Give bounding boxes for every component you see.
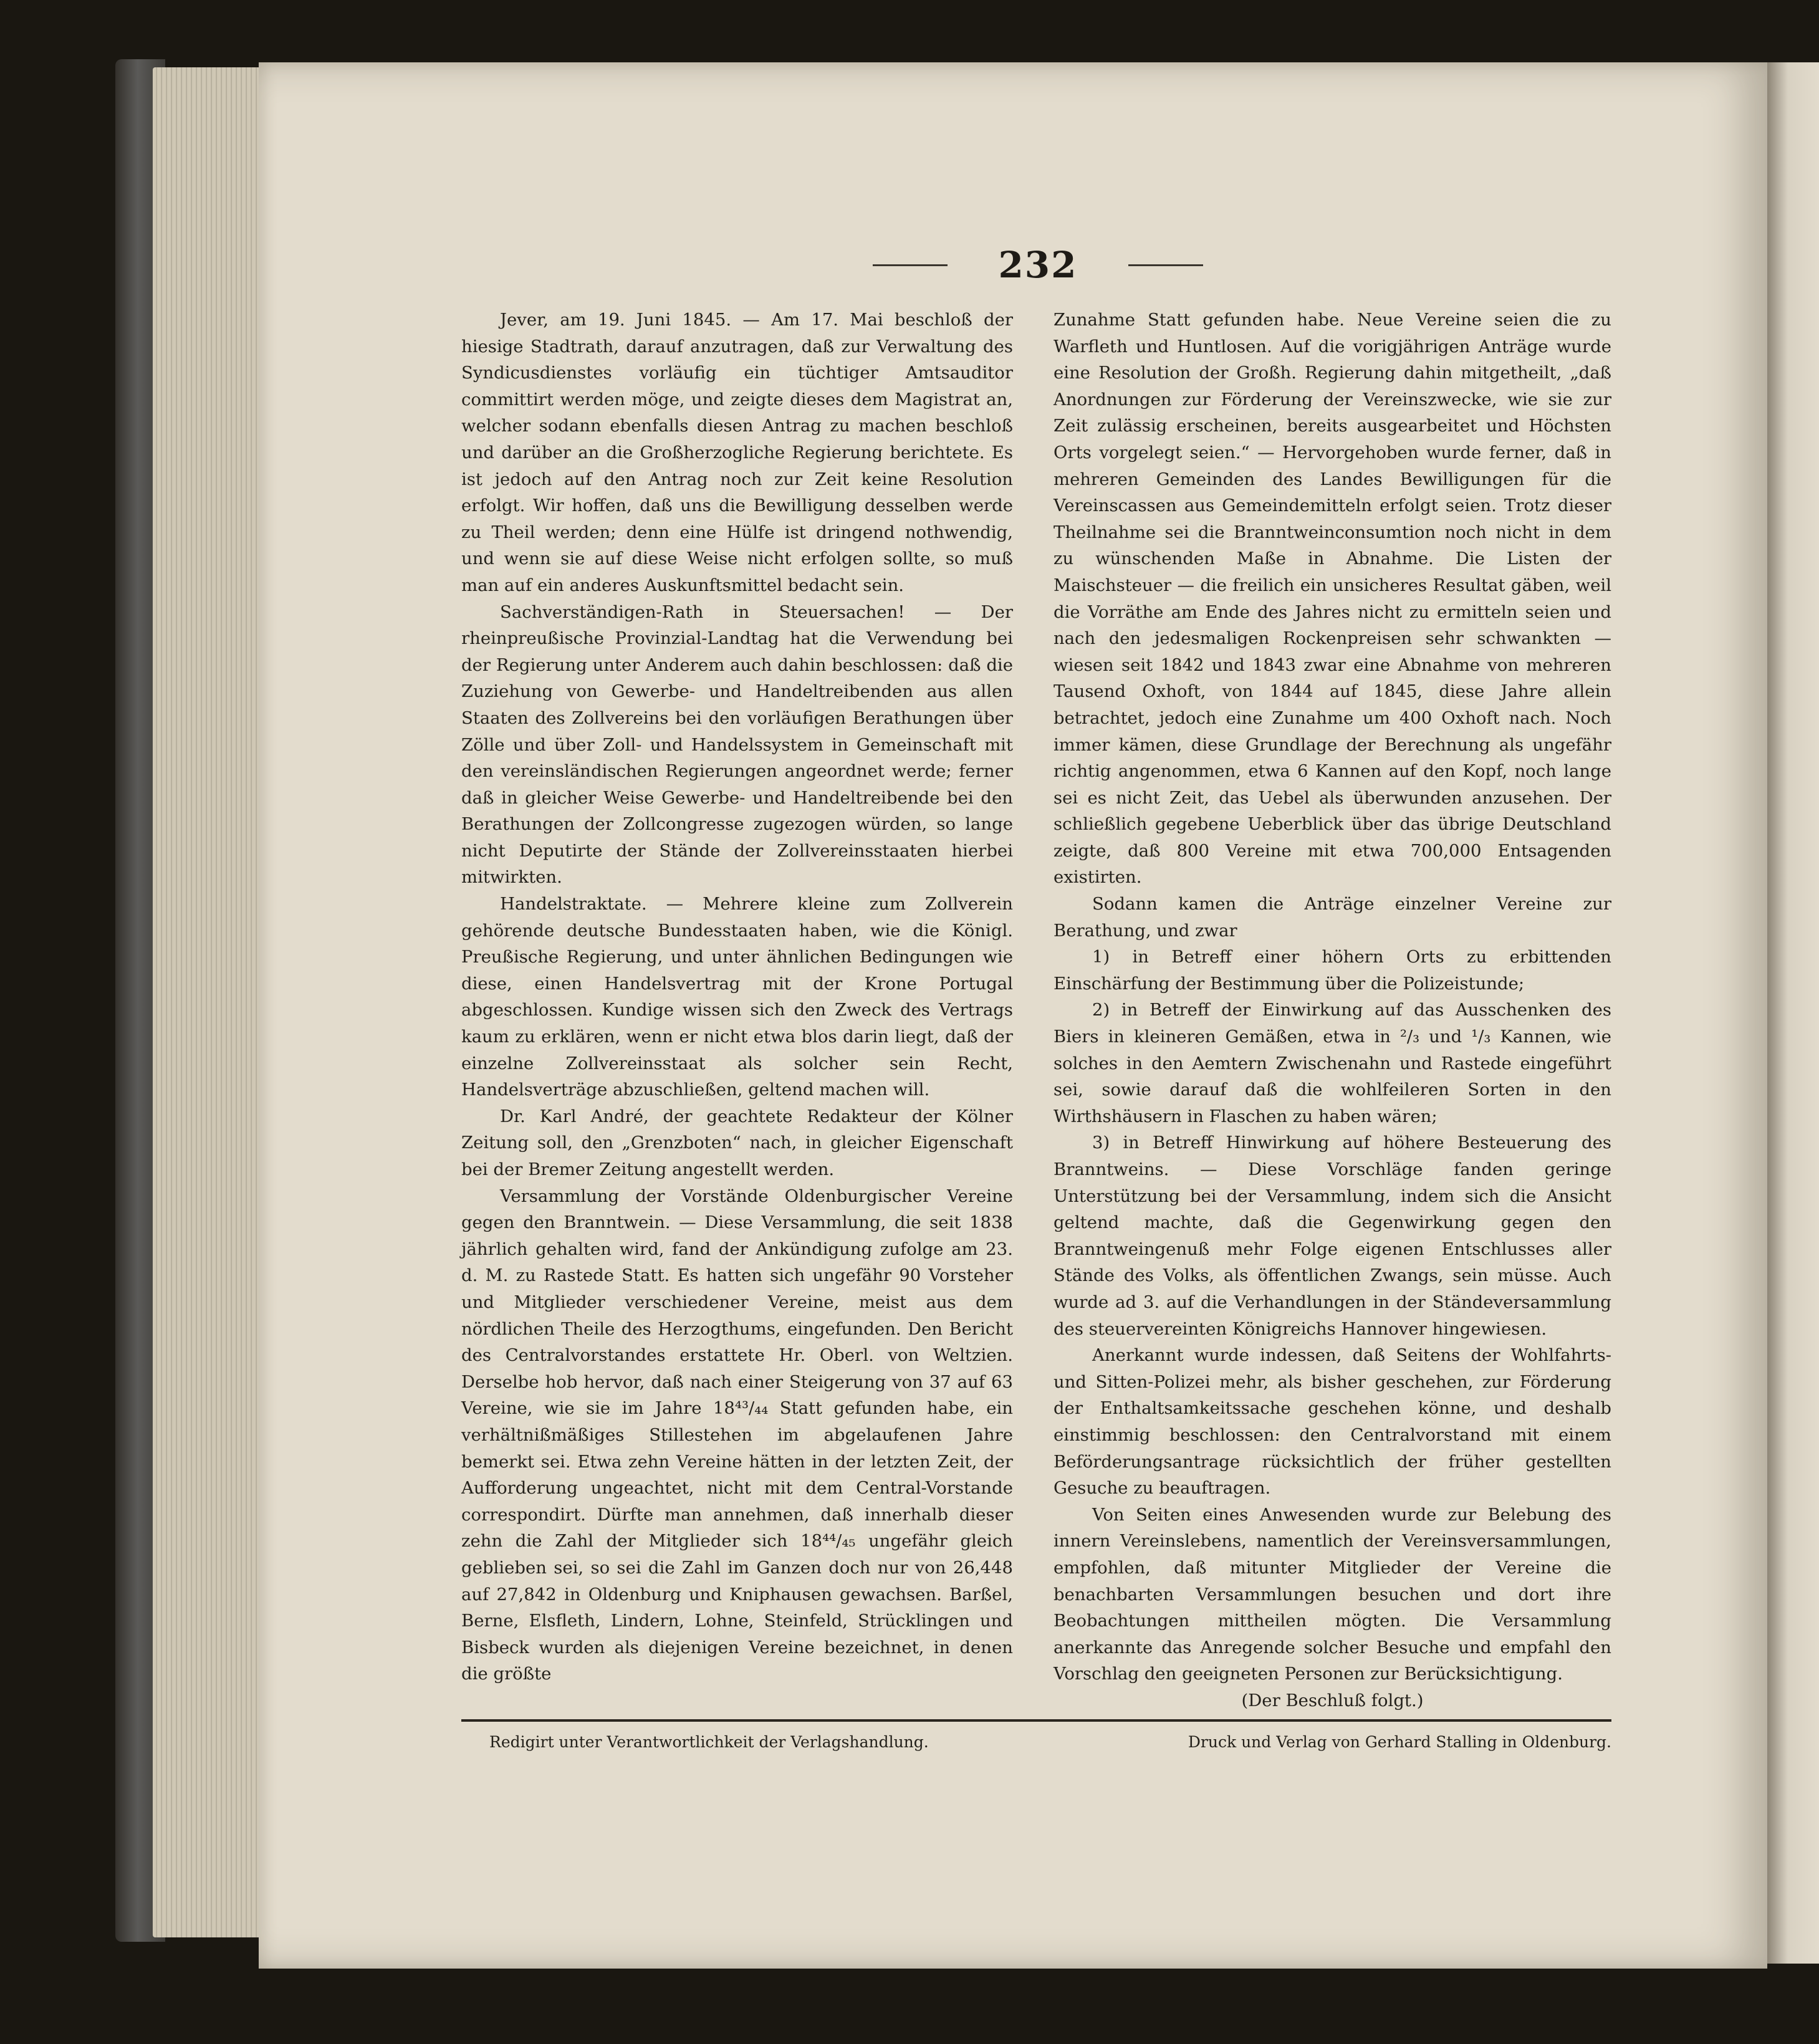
footer-rule: [461, 1719, 1611, 1722]
paragraph: Jever, am 19. Juni 1845. — Am 17. Mai beschloß der hiesige Stadtrath, darauf anzutragen, daß zur Verwaltung des Syndicusdienstes vorläufig ein tüchtiger Amtsauditor committirt werden möge, und zeigte dieses dem Magistrat an, welcher sodann ebenfalls diesen Antrag zu machen beschloß und darüber an die Großherzogliche Regierung berichtete. Es ist jedoch auf den Antrag noch zur Zeit keine Resolution erfolgt. Wir hoffen, daß uns die Bewilligung desselben werde zu Theil werden; denn eine Hülfe ist dringend nothwendig, und wenn sie auf diese Weise nicht erfolgen sollte, so muß man auf ein anderes Auskunftsmittel bedacht sein.: [461, 310, 1013, 595]
header-rule-right: [1128, 264, 1203, 266]
paragraph: Sodann kamen die Anträge einzelner Vereine zur Berathung, und zwar: [1053, 894, 1611, 941]
footer-publisher-note: Druck und Verlag von Gerhard Stalling in Oldenburg.: [1188, 1733, 1611, 1751]
page-header: [873, 240, 1203, 290]
next-page-edge: [1767, 62, 1819, 1964]
header-rule-left: [873, 264, 948, 266]
left-column: [461, 307, 1013, 1687]
paragraph: Von Seiten eines Anwesenden wurde zur Belebung des innern Vereinslebens, namentlich der Vereinsversammlungen, empfohlen, daß mitunter Mitglieder der Vereine die benachbarten Versammlungen besuchen und dort ihre Beobachtungen mittheilen mögten. Die Versammlung anerkannte das Anregende solcher Besuche und empfahl den Vorschlag den geeigneten Personen zur Berücksichtigung.: [1053, 1504, 1611, 1684]
continuation-note: (Der Beschluß folgt.): [1241, 1690, 1424, 1711]
page-stack: [153, 67, 262, 1937]
paragraph: Zunahme Statt gefunden habe. Neue Vereine seien die zu Warfleth und Huntlosen. Auf die vorigjährigen Anträge wurde eine Resolution der Großh. Regierung dahin mitgetheilt, „daß Anordnungen zur Förderung der Vereinszwecke, wie sie zur Zeit zulässig erscheinen, bereits ausgearbeitet und Höchsten Orts vorgelegt seien.“ — Hervorgehoben wurde ferner, daß in mehreren Gemeinden des Landes Bewilligungen für die Vereinscassen aus Gemeindemitteln erfolgt seien. Trotz dieser Theilnahme sei die Branntweinconsumtion noch nicht in dem zu wünschenden Maße in Abnahme. Die Listen der Maischsteuer — die freilich ein unsicheres Resultat gäben, weil die Vorräthe am Ende des Jahres nicht zu ermitteln seien und nach den jedesmaligen Rockenpreisen sehr schwankten — wiesen seit 1842 und 1843 zwar eine Abnahme von mehreren Tausend Oxhoft, von 1844 auf 1845, diese Jahre allein betrachtet, jedoch eine Zunahme um 400 Oxhoft nach. Noch immer kämen, diese Grundlage der Berechnung als ungefähr richtig angenommen, etwa 6 Kannen auf den Kopf, noch lange sei es nicht Zeit, das Uebel als überwunden anzusehen. Der schließlich gegebene Ueberblick über das übrige Deutschland zeigte, daß 800 Vereine mit etwa 700,000 Entsagenden existirten.: [1053, 310, 1611, 888]
paragraph: Dr. Karl André, der geachtete Redakteur der Kölner Zeitung soll, den „Grenzboten“ nach, in gleicher Eigenschaft bei der Bremer Zeitung angestellt werden.: [461, 1106, 1013, 1179]
paragraph: 2) in Betreff der Einwirkung auf das Ausschenken des Biers in kleineren Gemäßen, etwa in ²/₃ und ¹/₃ Kannen, wie solches in den Aemtern Zwischenahn und Rastede eingeführt sei, sowie darauf daß die wohlfeileren Sorten in den Wirthshäusern in Flaschen zu haben wären;: [1053, 1000, 1611, 1126]
footer-editor-note: Redigirt unter Verantwortlichkeit der Verlagshandlung.: [489, 1733, 929, 1751]
right-column: [1053, 307, 1611, 1714]
paragraph: Versammlung der Vorstände Oldenburgischer Vereine gegen den Branntwein. — Diese Versammlung, die seit 1838 jährlich gehalten wird, fand der Ankündigung zufolge am 23. d. M. zu Rastede Statt. Es hatten sich ungefähr 90 Vorsteher und Mitglieder verschiedener Vereine, meist aus dem nördlichen Theile des Herzogthums, eingefunden. Den Bericht des Centralvorstandes erstattete Hr. Oberl. von Weltzien. Derselbe hob hervor, daß nach einer Steigerung von 37 auf 63 Vereine, wie sie im Jahre 18⁴³/₄₄ Statt gefunden habe, ein verhältnißmäßiges Stillestehen im abgelaufenen Jahre bemerkt sei. Etwa zehn Vereine hätten in der letzten Zeit, der Aufforderung ungeachtet, nicht mit dem Central-Vorstande correspondirt. Dürfte man annehmen, daß innerhalb dieser zehn die Zahl der Mitglieder sich 18⁴⁴/₄₅ ungefähr gleich geblieben sei, so sei die Zahl im Ganzen doch nur von 26,448 auf 27,842 in Oldenburg und Kniphausen gewachsen. Barßel, Berne, Elsfleth, Lindern, Lohne, Steinfeld, Strücklingen und Bisbeck wurden als diejenigen Vereine bezeichnet, in denen die größte: [461, 1186, 1013, 1684]
paragraph: Sachverständigen-Rath in Steuersachen! — Der rheinpreußische Provinzial-Landtag hat die Verwendung bei der Regierung unter Anderem auch dahin beschlossen: daß die Zuziehung von Gewerbe- und Handeltreibenden aus allen Staaten des Zollvereins bei den vorläufigen Berathungen über Zölle und über Zoll- und Handelssystem in Gemeinschaft mit den vereinsländischen Regierungen angeordnet werde; ferner daß in gleicher Weise Gewerbe- und Handeltreibende bei den Berathungen der Zollcongresse zugezogen würden, so lange nicht Deputirte der Stände der Zollvereinsstaaten hierbei mitwirkten.: [461, 602, 1013, 888]
paragraph: 3) in Betreff Hinwirkung auf höhere Besteuerung des Branntweins. — Diese Vorschläge fanden geringe Unterstützung bei der Versammlung, indem sich die Ansicht geltend machte, daß die Gegenwirkung gegen den Branntweingenuß mehr Folge eigenen Entschlusses aller Stände des Volks, als öffentlichen Zwangs, sein müsse. Auch wurde ad 3. auf die Verhandlungen in der Ständeversammlung des steuervereinten Königreichs Hannover hingewiesen.: [1053, 1133, 1611, 1339]
page-number: 232: [998, 244, 1078, 286]
paragraph: Anerkannt wurde indessen, daß Seitens der Wohlfahrts- und Sitten-Polizei mehr, als bisher geschehen, zur Förderung der Enthaltsamkeitssache geschehen könne, und deshalb einstimmig beschlossen: den Centralvorstand mit einem Beförderungsantrage rücksichtlich der früher gestellten Gesuche zu beauftragen.: [1053, 1345, 1611, 1499]
paragraph: Handelstraktate. — Mehrere kleine zum Zollverein gehörende deutsche Bundesstaaten haben, wie die Königl. Preußische Regierung, und unter ähnlichen Bedingungen wie diese, einen Handelsvertrag mit der Krone Portugal abgeschlossen. Kundige wissen sich den Zweck des Vertrags kaum zu erklären, wenn er nicht etwa blos darin liegt, daß der einzelne Zollvereinsstaat als solcher sein Recht, Handelsverträge abzuschließen, geltend machen will.: [461, 894, 1013, 1100]
paragraph: 1) in Betreff einer höhern Orts zu erbittenden Einschärfung der Bestimmung über die Polizeistunde;: [1053, 947, 1611, 994]
